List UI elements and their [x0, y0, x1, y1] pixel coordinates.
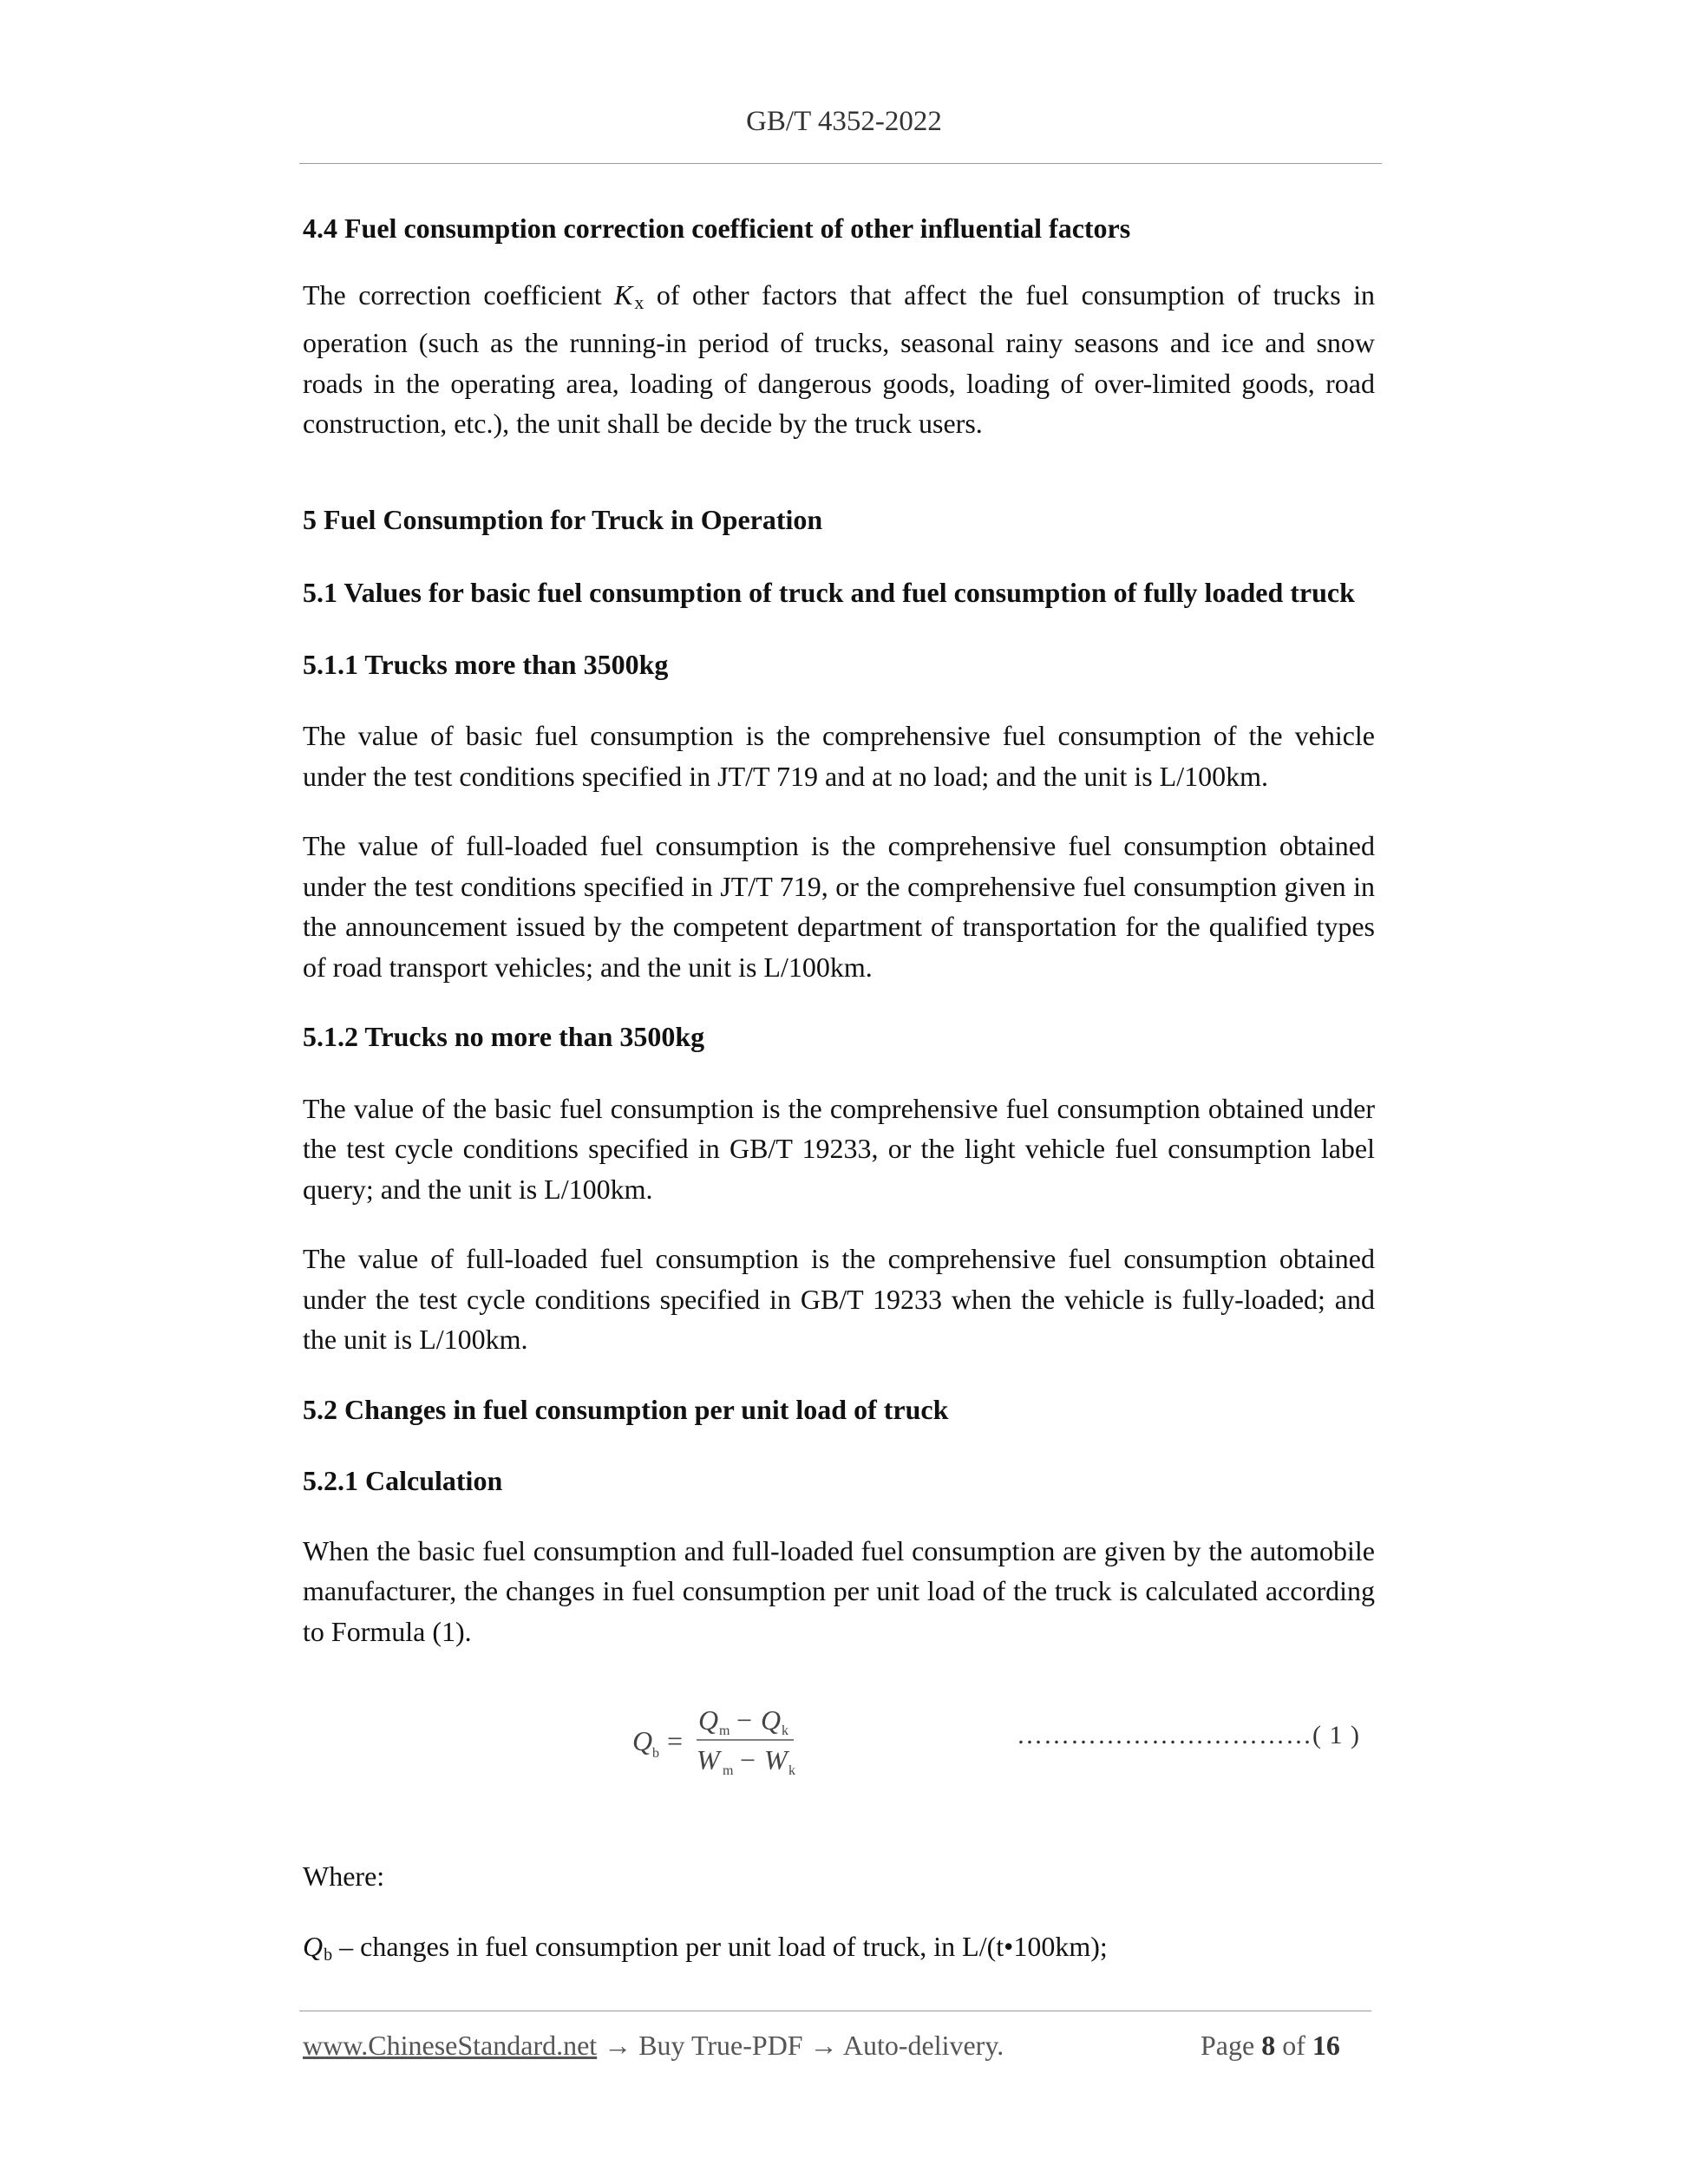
- heading-5-1-1: 5.1.1 Trucks more than 3500kg: [303, 648, 669, 680]
- paragraph-5-1-2-a: The value of the basic fuel consumption is the comprehensive fuel consumption obtained under the test cycle conditions specified in GB/T 19233, or the light vehicle fuel consumption label query; and the unit is L/100km.: [303, 1092, 1375, 1205]
- formula-num-a: Q: [698, 1704, 719, 1736]
- formula-num-op: −: [736, 1704, 753, 1736]
- page-indicator: Page 8 of 16: [1201, 2030, 1340, 2061]
- definition-qb: $Q_b$ – changes in fuel consumption per unit load of truck, in L/(t•100km);: [303, 1930, 1108, 1965]
- formula-den-a-sub: m: [723, 1763, 734, 1778]
- current-page-number: 8: [1261, 2030, 1276, 2061]
- document-code-header: GB/T 4352-2022: [746, 106, 942, 137]
- page-body: [303, 208, 1375, 1975]
- formula-fraction: [624, 1695, 884, 1790]
- formula-den-b: W: [764, 1744, 788, 1775]
- chinesestandard-link[interactable]: www.ChineseStandard.net: [303, 2030, 598, 2061]
- paragraph-5-2-1: When the basic fuel consumption and full-loaded fuel consumption are given by the automobile manufacturer, the changes in fuel consumption per unit load of the truck is calculated according to Formula (1).: [303, 1534, 1375, 1647]
- formula-number: ……………………………( 1 ): [1017, 1721, 1360, 1749]
- formula-num-b: Q: [761, 1704, 782, 1736]
- kx-symbol: K: [614, 278, 633, 311]
- formula-num-a-sub: m: [719, 1723, 730, 1738]
- formula-lhs-sub: b: [652, 1746, 659, 1761]
- qb-symbol: Q: [303, 1930, 324, 1962]
- total-page-count: 16: [1312, 2030, 1340, 2061]
- paragraph-5-1-1-a: The value of basic fuel consumption is the comprehensive fuel consumption of the vehicle under the test conditions specified in JT/T 719 and at no load; and the unit is L/100km.: [303, 720, 1375, 792]
- formula-1: [303, 1695, 1375, 1825]
- formula-den-a: W: [697, 1744, 720, 1775]
- heading-5: 5 Fuel Consumption for Truck in Operation: [303, 503, 823, 535]
- paragraph-5-1-2-b: The value of full-loaded fuel consumption is the comprehensive fuel consumption obtained under the test cycle conditions specified in GB/T 19233 when the vehicle is fully-loaded; and the unit is L/100km.: [303, 1243, 1375, 1355]
- header-divider: [299, 163, 1382, 164]
- paragraph-4-4: The correction coefficient $K_x$ of other factors that affect the fuel consumption of trucks in operation (such as the running-in period of trucks, seasonal rainy seasons and ice and snow roads in the operating area, loading of dangerous goods, loading of over-limited goods, road construction, etc.), the unit shall be decide by the truck users.: [303, 278, 1376, 439]
- auto-delivery-text: Auto-delivery.: [842, 2030, 1004, 2061]
- kx-subscript: x: [634, 291, 644, 313]
- where-label: Where:: [303, 1860, 385, 1892]
- qb-subscript: b: [324, 1945, 333, 1965]
- heading-5-2-1: 5.2.1 Calculation: [303, 1465, 503, 1496]
- formula-lhs: Q: [632, 1725, 653, 1756]
- heading-5-1-2: 5.1.2 Trucks no more than 3500kg: [303, 1021, 705, 1052]
- formula-equals: =: [667, 1725, 684, 1756]
- heading-5-1: 5.1 Values for basic fuel consumption of truck and fuel consumption of fully loaded truck: [303, 577, 1355, 608]
- heading-4-4: 4.4 Fuel consumption correction coefficient of other influential factors: [303, 213, 1131, 244]
- formula-den-op: −: [740, 1744, 756, 1775]
- paragraph-5-1-1-b: The value of full-loaded fuel consumption is the comprehensive fuel consumption obtained under the test conditions specified in JT/T 719, or the comprehensive fuel consumption given in the announcement issued by the competent department of transportation for the qualified types of road transport vehicles; and the unit is L/100km.: [303, 830, 1375, 983]
- formula-num-b-sub: k: [782, 1723, 788, 1738]
- buy-true-pdf-text: Buy True-PDF: [638, 2030, 803, 2061]
- formula-den-b-sub: k: [788, 1763, 795, 1778]
- heading-5-2: 5.2 Changes in fuel consumption per unit load of truck: [303, 1393, 949, 1425]
- footer-links: www.ChineseStandard.net → Buy True-PDF → Auto-delivery.: [303, 2030, 1004, 2061]
